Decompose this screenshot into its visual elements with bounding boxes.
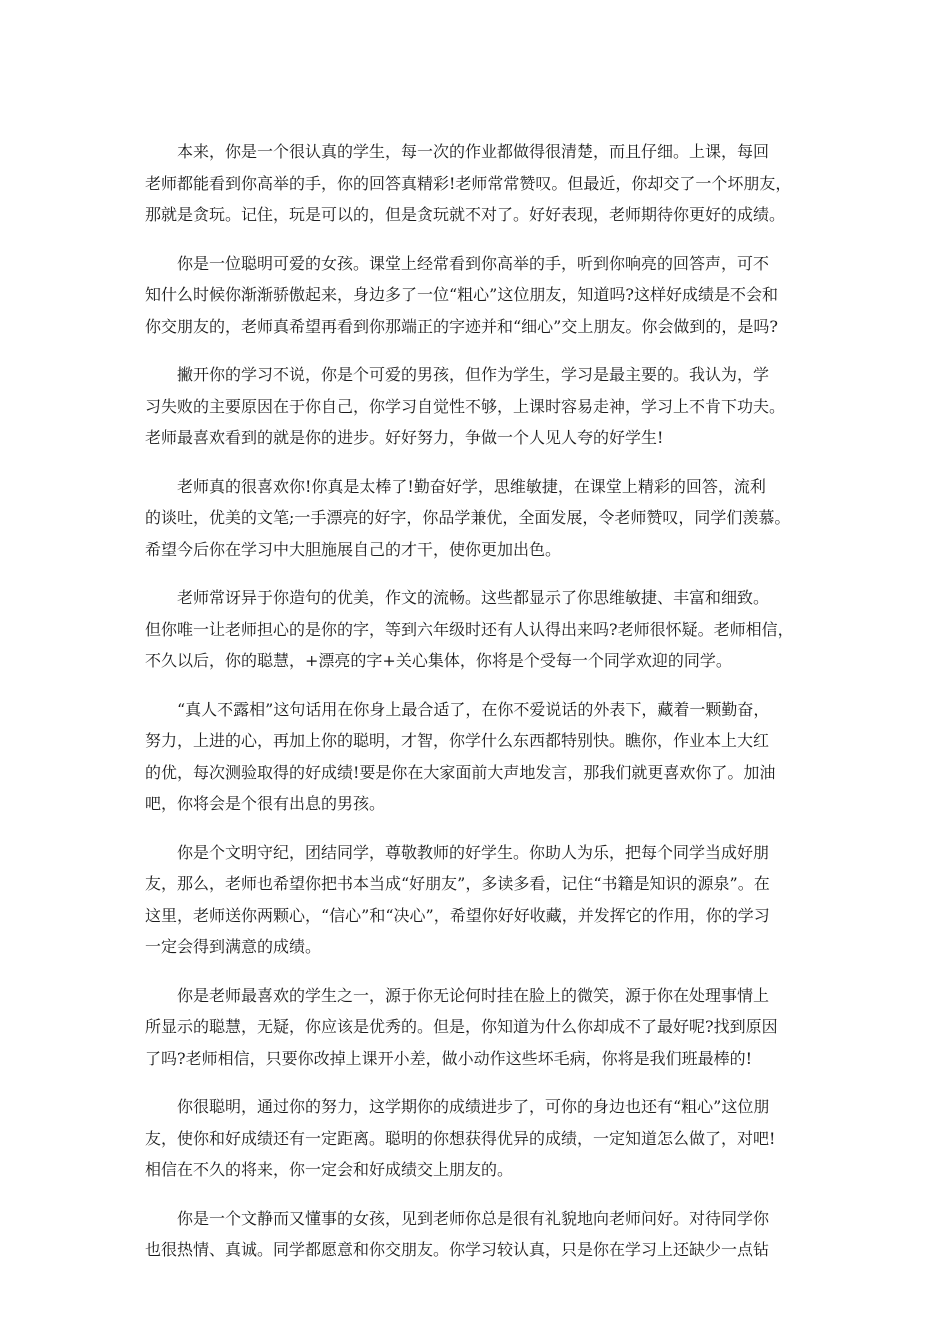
paragraph-line: 习失败的主要原因在于你自己，你学习自觉性不够，上课时容易走神，学习上不肯下功夫。 [145,396,786,416]
paragraph-line: 撇开你的学习不说，你是个可爱的男孩，但作为学生，学习是最主要的。我认为，学 [177,365,770,384]
paragraph-line: 友，使你和好成绩还有一定距离。聪明的你想获得优异的成绩，一定知道怎么做了，对吧! [145,1128,776,1148]
paragraph-line: 你是一个文静而又懂事的女孩，见到老师你总是很有礼貌地向老师问好。对待同学你 [177,1208,770,1228]
paragraph-line: 一定会得到满意的成绩。 [145,937,322,956]
paragraph-line: 你是个文明守纪，团结同学，尊敬教师的好学生。你助人为乐，把每个同学当成好朋 [177,842,770,862]
paragraph-line: 了吗?老师相信，只要你改掉上课开小差，做小动作这些坏毛病，你将是我们班最棒的! [145,1048,753,1068]
paragraph-line: 老师真的很喜欢你!你真是太棒了!勤奋好学，思维敏捷，在课堂上精彩的回答，流利 [177,476,766,496]
comment-paragraph [145,694,810,820]
paragraph-line: 知什么时候你渐渐骄傲起来，身边多了一位“粗心”这位朋友，知道吗?这样好成绩是不会和 [145,285,778,304]
comment-paragraph [145,359,810,454]
paragraph-line: “真人不露相”这句话用在你身上最合适了，在你不爱说话的外表下，藏着一颗勤奋， [177,699,770,719]
paragraph-line: 本来，你是一个很认真的学生，每一次的作业都做得很清楚，而且仔细。上课，每回 [177,142,770,161]
paragraph-line: 努力，上进的心，再加上你的聪明，才智，你学什么东西都特别快。瞧你，作业本上大红 [145,731,770,750]
paragraph-line: 老师都能看到你高举的手，你的回答真精彩!老师常常赞叹。但最近，你却交了一个坏朋友， [145,173,792,193]
comment-paragraph [145,582,810,677]
paragraph-line: 你是一位聪明可爱的女孩。课堂上经常看到你高举的手，听到你响亮的回答声，可不 [177,253,770,273]
comment-paragraph [145,471,810,566]
paragraph-line: 吧，你将会是个很有出息的男孩。 [145,794,386,813]
paragraph-line: 不久以后，你的聪慧，+漂亮的字+关心集体，你将是个受每一个同学欢迎的同学。 [145,651,732,670]
comment-paragraph [145,248,810,343]
paragraph-line: 你很聪明，通过你的努力，这学期你的成绩进步了，可你的身边也还有“粗心”这位朋 [177,1097,770,1116]
paragraph-line: 的优，每次测验取得的好成绩!要是你在大家面前大声地发言，那我们就更喜欢你了。加油 [145,762,776,782]
comment-paragraph [145,980,810,1075]
paragraph-line: 友，那么，老师也希望你把书本当成“好朋友”，多读多看，记住“书籍是知识的源泉”。在 [145,874,770,893]
comment-paragraph [145,136,810,231]
paragraph-line: 所显示的聪慧，无疑，你应该是优秀的。但是，你知道为什么你却成不了最好呢?找到原因 [145,1017,778,1036]
paragraph-line: 也很热情、真诚。同学都愿意和你交朋友。你学习较认真，只是你在学习上还缺少一点钻 [145,1240,770,1259]
paragraph-line: 那就是贪玩。记住，玩是可以的，但是贪玩就不对了。好好表现，老师期待你更好的成绩。 [145,205,786,224]
paragraph-line: 希望今后你在学习中大胆施展自己的才干，使你更加出色。 [145,539,562,559]
paragraph-line: 相信在不久的将来，你一定会和好成绩交上朋友的。 [145,1160,514,1179]
paragraph-line: 这里，老师送你两颗心，“信心”和“决心”，希望你好好收藏，并发挥它的作用，你的学习 [145,905,770,925]
paragraph-line: 你是老师最喜欢的学生之一，源于你无论何时挂在脸上的微笑，源于你在处理事情上 [177,985,770,1005]
paragraph-line: 老师最喜欢看到的就是你的进步。好好努力，争做一个人见人夸的好学生! [145,428,664,447]
paragraph-line: 老师常讶异于你造句的优美，作文的流畅。这些都显示了你思维敏捷、丰富和细致。 [177,588,770,607]
comment-paragraph [145,837,810,963]
paragraph-line: 但你唯一让老师担心的是你的字，等到六年级时还有人认得出来吗?老师很怀疑。老师相信， [145,619,794,639]
paragraph-line: 的谈吐，优美的文笔;一手漂亮的好字，你品学兼优，全面发展，令老师赞叹，同学们羡慕。 [145,508,791,527]
document-body [145,136,810,1283]
comment-paragraph [145,1091,810,1186]
paragraph-line: 你交朋友的，老师真希望再看到你那端正的字迹并和“细心”交上朋友。你会做到的，是吗? [145,316,778,336]
comment-paragraph [145,1203,810,1266]
